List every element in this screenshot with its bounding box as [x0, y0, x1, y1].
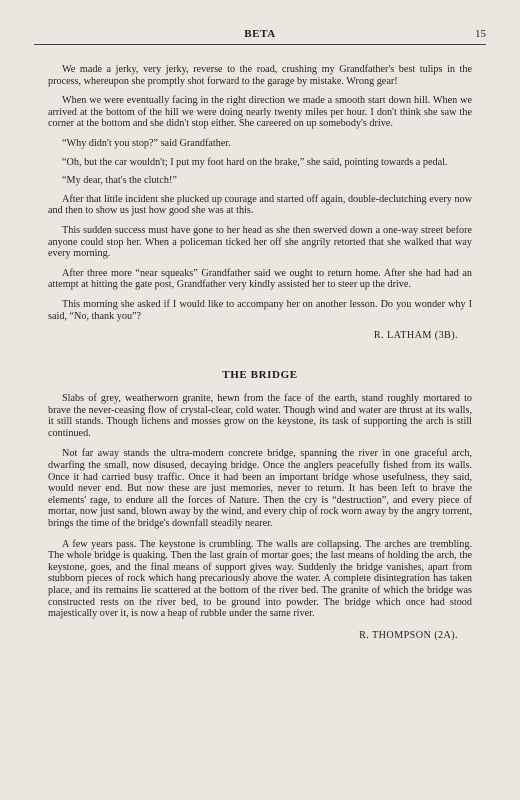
paragraph: This morning she asked if I would like to accompany her on another lesson. Do you wonder why I said, “No, thank you”? — [48, 298, 472, 322]
paragraph: When we were eventually facing in the right direction we made a smooth start down hill. When we arrived at the bottom of the hill we were doing nearly twenty miles per hour. I don't think she saw the corner at the bottom and she didn't stop either. She careered on up somebody's drive. — [48, 95, 472, 130]
paragraph: “Oh, but the car wouldn't; I put my foot hard on the brake,” she said, pointing towards a pedal. — [62, 156, 448, 168]
paragraph: “Why didn't you stop?” said Grandfather. — [62, 137, 231, 149]
paragraph: We made a jerky, very jerky, reverse to the road, crushing my Grandfather's best tulips in the process, whereupon she promptly shot forward to the garage by mistake. Wrong gear! — [48, 64, 472, 87]
author-signature: R. LATHAM (3B). — [373, 330, 458, 342]
page-content — [48, 64, 472, 641]
paragraph: After that little incident she plucked up courage and started off again, double-declutching every now and then to show us just how good she was at this. — [48, 193, 472, 217]
paragraph: “My dear, that's the clutch!” — [62, 175, 177, 187]
paragraph: This sudden success must have gone to her head as she then swerved down a one-way street before anyone could stop her. When a policeman ticked her off she angrily retorted that she walked that way every morning. — [48, 224, 472, 260]
story-the-bridge — [48, 393, 472, 641]
paragraph: Slabs of grey, weatherworn granite, hewn from the face of the earth, stand roughly mortared to brave the never-ceasing flow of crystal-clear, cold water. Though wind and water are thrust at its walls, it still stands. Though lichens and mosses grow on the keystone, its task of supporting the arch is still continued. — [48, 393, 472, 439]
page-number: 15 — [475, 28, 486, 40]
paragraph: Not far away stands the ultra-modern concrete bridge, spanning the river in one graceful arch, dwarfing the small, now disused, decaying bridge. Once the anglers peacefully fished from its walls. Once it had carried busy traffic. Once it had been an important bridge whose usefulness, they said, would never end. But now these are just memories, never to return. It has been left to brave the elements' rage, to endure all the forces of Nature. Then the cry is “destruction”, and every piece of mortar, now just sand, blown away by the wind, and every chip of rock worn away by the angry torrent, brings the time of the bridge's downfall steadily nearer. — [48, 448, 472, 530]
magazine-title: BETA — [244, 28, 276, 40]
section-title: THE BRIDGE — [222, 369, 298, 382]
page-header — [34, 24, 486, 45]
story-driving-lesson — [48, 64, 472, 341]
paragraph: After three more “near squeaks” Grandfather said we ought to return home. After she had had an attempt at hitting the gate post, Grandfather very kindly assisted her to steer up the drive. — [48, 267, 472, 291]
author-signature: R. THOMPSON (2A). — [359, 629, 458, 641]
paragraph: A few years pass. The keystone is crumbling. The walls are collapsing. The arches are trembling. The whole bridge is quaking. Then the last grain of mortar goes; the last means of holding the arch, the keystone, goes, and the final means of support gives way. Suddenly the bridge vanishes, apart from stubborn pieces of rock which hang precariously above the water. A complete disintegration has taken place, and its remains lie scattered at the bottom of the river bed. The granite of which the bridge was constructed rests on the river bed, to be ground into powder. The bridge which once had stood majestically over it, is now a heap of rubble under the same river. — [48, 538, 472, 620]
